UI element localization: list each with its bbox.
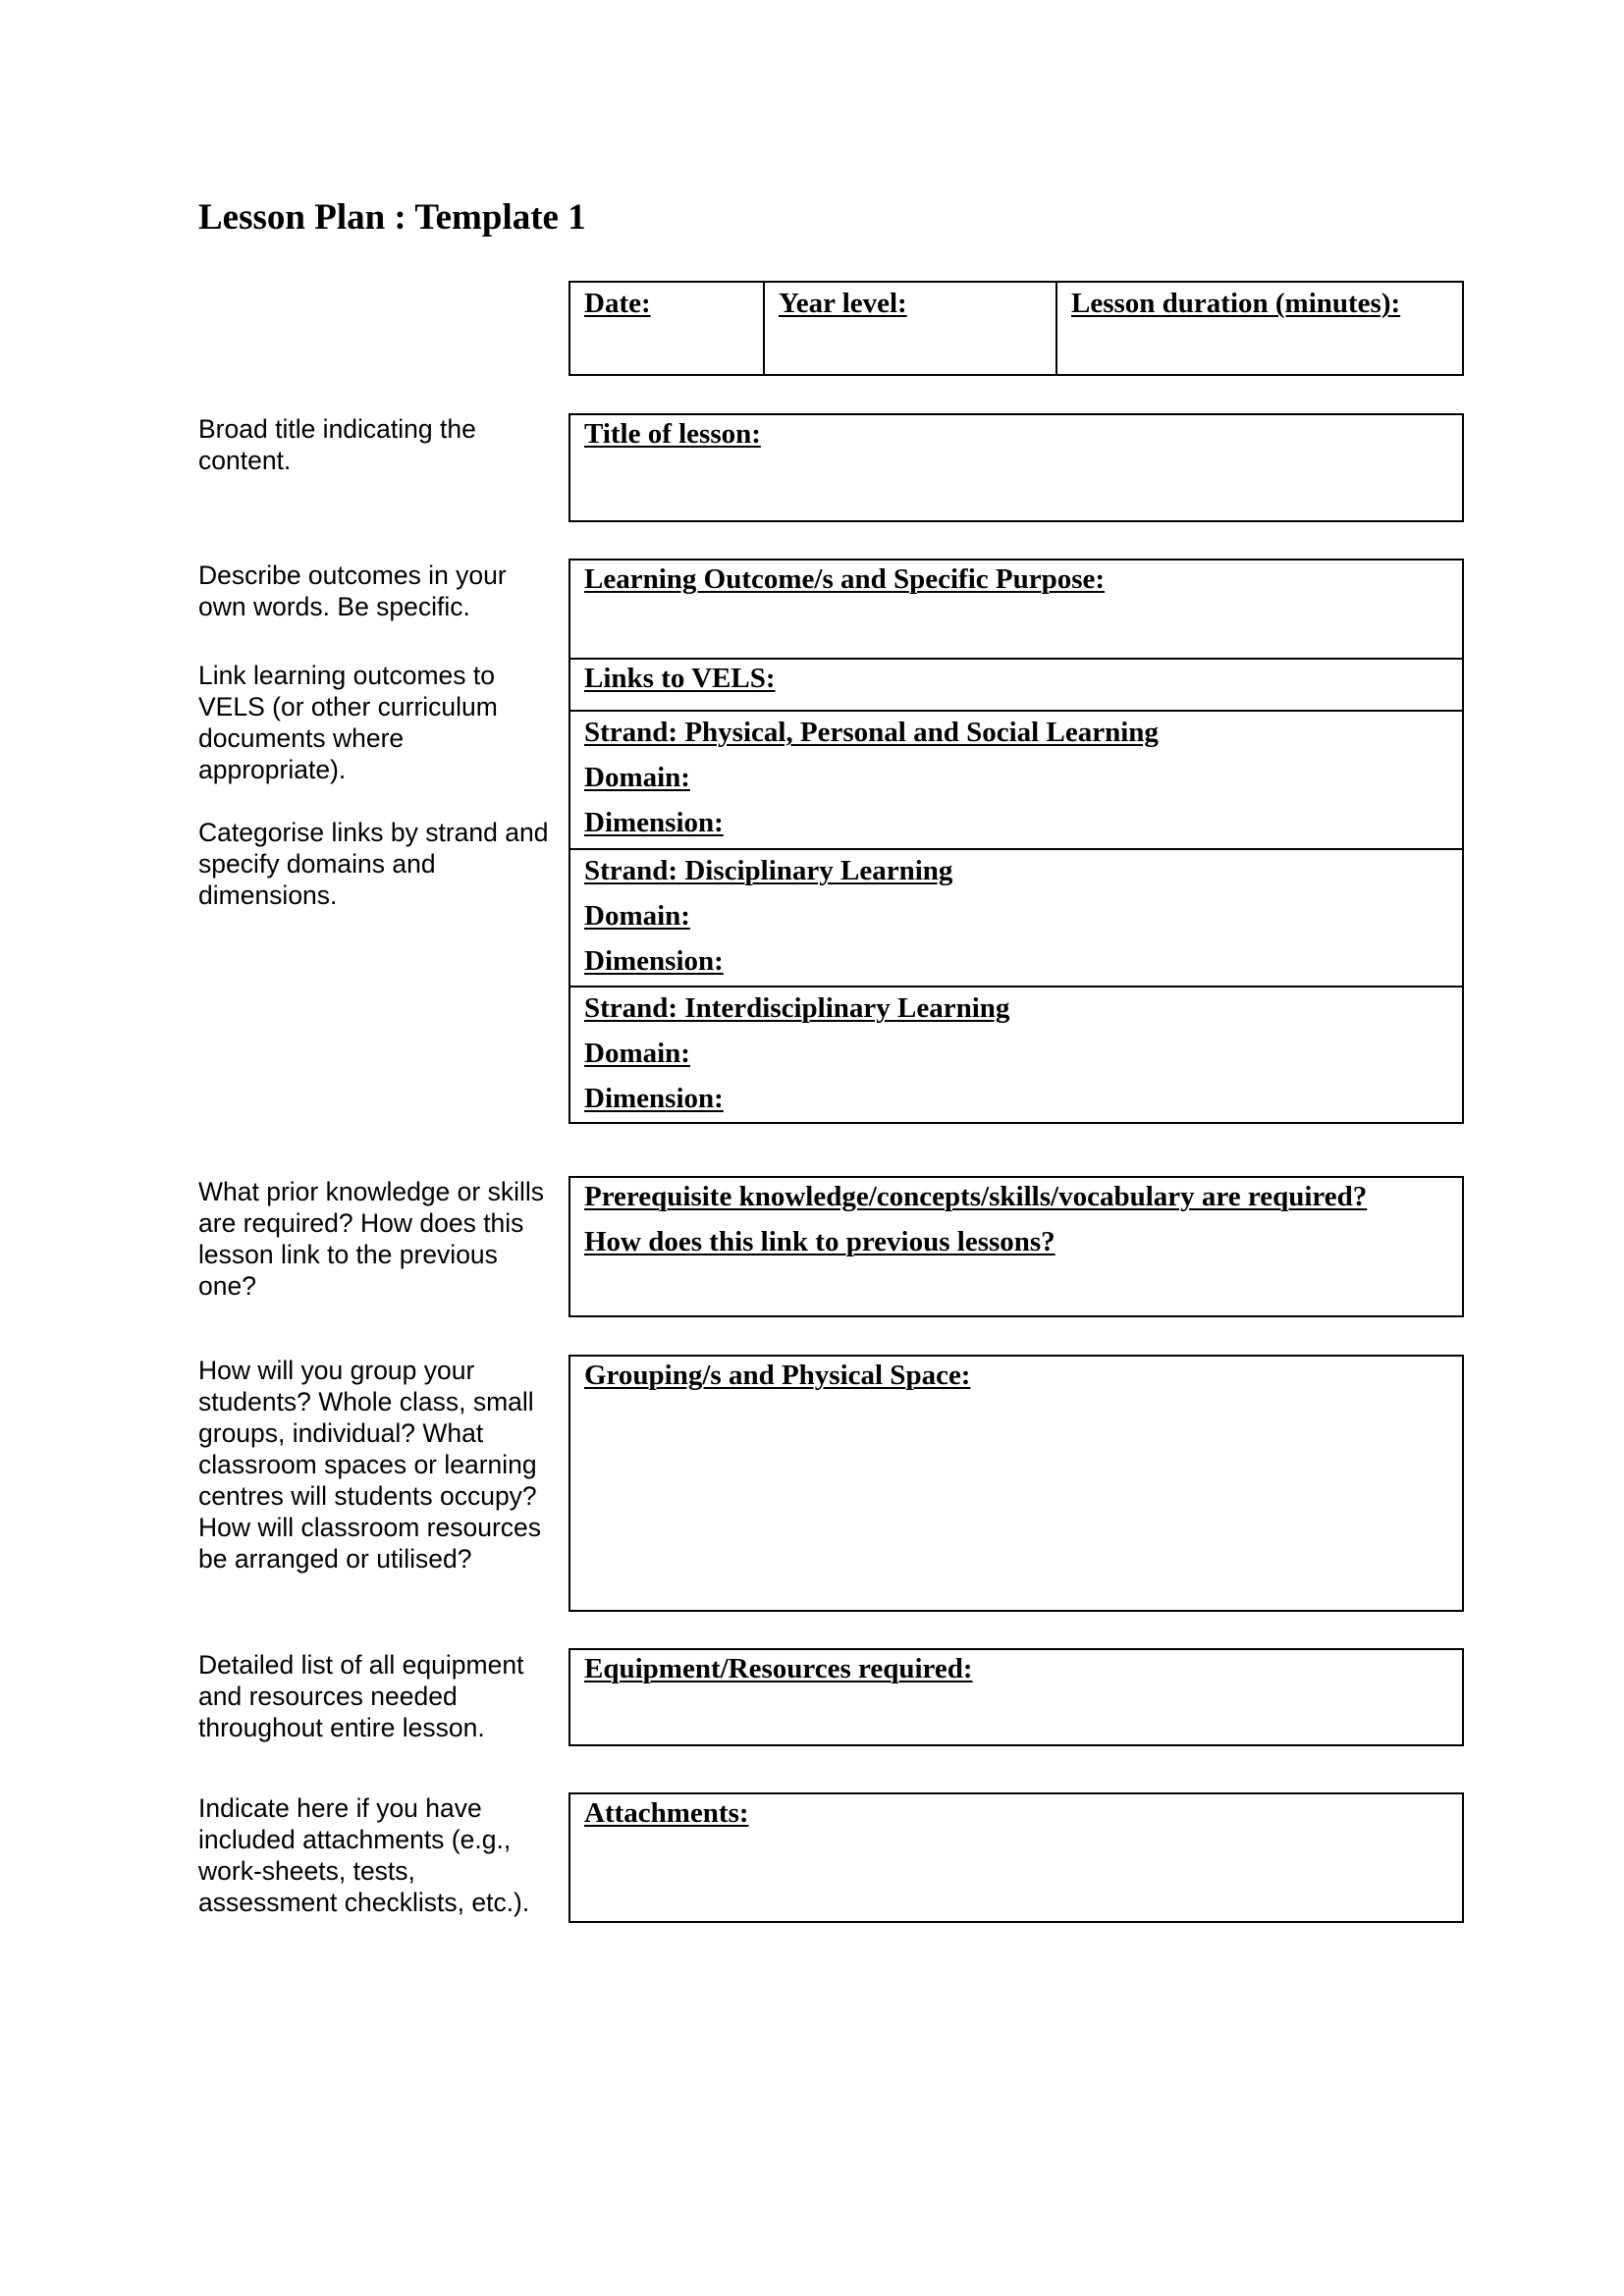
date-field[interactable]	[570, 283, 765, 374]
dimension-label: Dimension:	[584, 807, 724, 838]
dimension-label: Dimension:	[584, 1083, 724, 1114]
attachments-guidance-note: Indicate here if you have included attachments (e.g., work-sheets, tests, assessment checklists, etc.).	[198, 1793, 530, 1917]
lesson-duration-field[interactable]	[1057, 283, 1462, 374]
grouping-label: Grouping/s and Physical Space:	[584, 1360, 971, 1391]
strand-label: Strand: Physical, Personal and Social Learning	[584, 717, 1159, 748]
title-of-lesson-label: Title of lesson:	[584, 418, 761, 450]
learning-outcomes-label: Learning Outcome/s and Specific Purpose:	[584, 563, 1106, 595]
lesson-duration-label: Lesson duration (minutes):	[1071, 288, 1401, 319]
strand-interdisciplinary[interactable]	[570, 986, 1462, 1122]
attachments-box[interactable]	[568, 1792, 1464, 1923]
vels-guidance-note: Link learning outcomes to VELS (or other curriculum documents where appropriate).	[198, 661, 498, 784]
learning-outcomes-table	[568, 559, 1464, 1124]
grouping-box[interactable]	[568, 1355, 1464, 1612]
previous-lessons-label: How does this link to previous lessons?	[584, 1226, 1056, 1257]
title-guidance-note: Broad title indicating the content.	[198, 414, 476, 475]
header-fields-table	[568, 281, 1464, 376]
attachments-label: Attachments:	[584, 1797, 749, 1829]
strand-label: Strand: Interdisciplinary Learning	[584, 992, 1010, 1024]
links-to-vels-cell	[570, 658, 1462, 710]
dimension-label: Dimension:	[584, 945, 724, 977]
year-level-label: Year level:	[779, 288, 907, 319]
domain-label: Domain:	[584, 762, 690, 793]
equipment-guidance-note: Detailed list of all equipment and resources needed throughout entire lesson.	[198, 1650, 524, 1742]
equipment-box[interactable]	[568, 1648, 1464, 1746]
prerequisite-box[interactable]	[568, 1176, 1464, 1317]
date-label: Date:	[584, 288, 651, 319]
equipment-label: Equipment/Resources required:	[584, 1653, 973, 1684]
links-to-vels-label: Links to VELS:	[584, 663, 776, 694]
prerequisite-label: Prerequisite knowledge/concepts/skills/vocabulary are required?	[584, 1181, 1368, 1212]
strand-label: Strand: Disciplinary Learning	[584, 855, 953, 886]
page-title: Lesson Plan : Template 1	[198, 197, 586, 238]
domain-label: Domain:	[584, 900, 690, 932]
year-level-field[interactable]	[765, 283, 1057, 374]
categorise-guidance-note: Categorise links by strand and specify domains and dimensions.	[198, 818, 549, 910]
prior-knowledge-note: What prior knowledge or skills are required? How does this lesson link to the previous one?	[198, 1177, 544, 1301]
strand-disciplinary[interactable]	[570, 848, 1462, 986]
learning-outcomes-cell[interactable]	[570, 561, 1462, 658]
grouping-guidance-note: How will you group your students? Whole class, small groups, individual? What classroom spaces or learning centres will students occupy? How will classroom resources be arranged or utilised?	[198, 1356, 542, 1574]
outcomes-guidance-note: Describe outcomes in your own words. Be specific. Link learning outcomes to VELS (or other curriculum documents where appropriate). Categorise links by strand and specify domains and dimensions.	[198, 560, 554, 911]
strand-physical-personal-social[interactable]	[570, 710, 1462, 848]
domain-label: Domain:	[584, 1038, 690, 1069]
title-of-lesson-box[interactable]	[568, 413, 1464, 522]
